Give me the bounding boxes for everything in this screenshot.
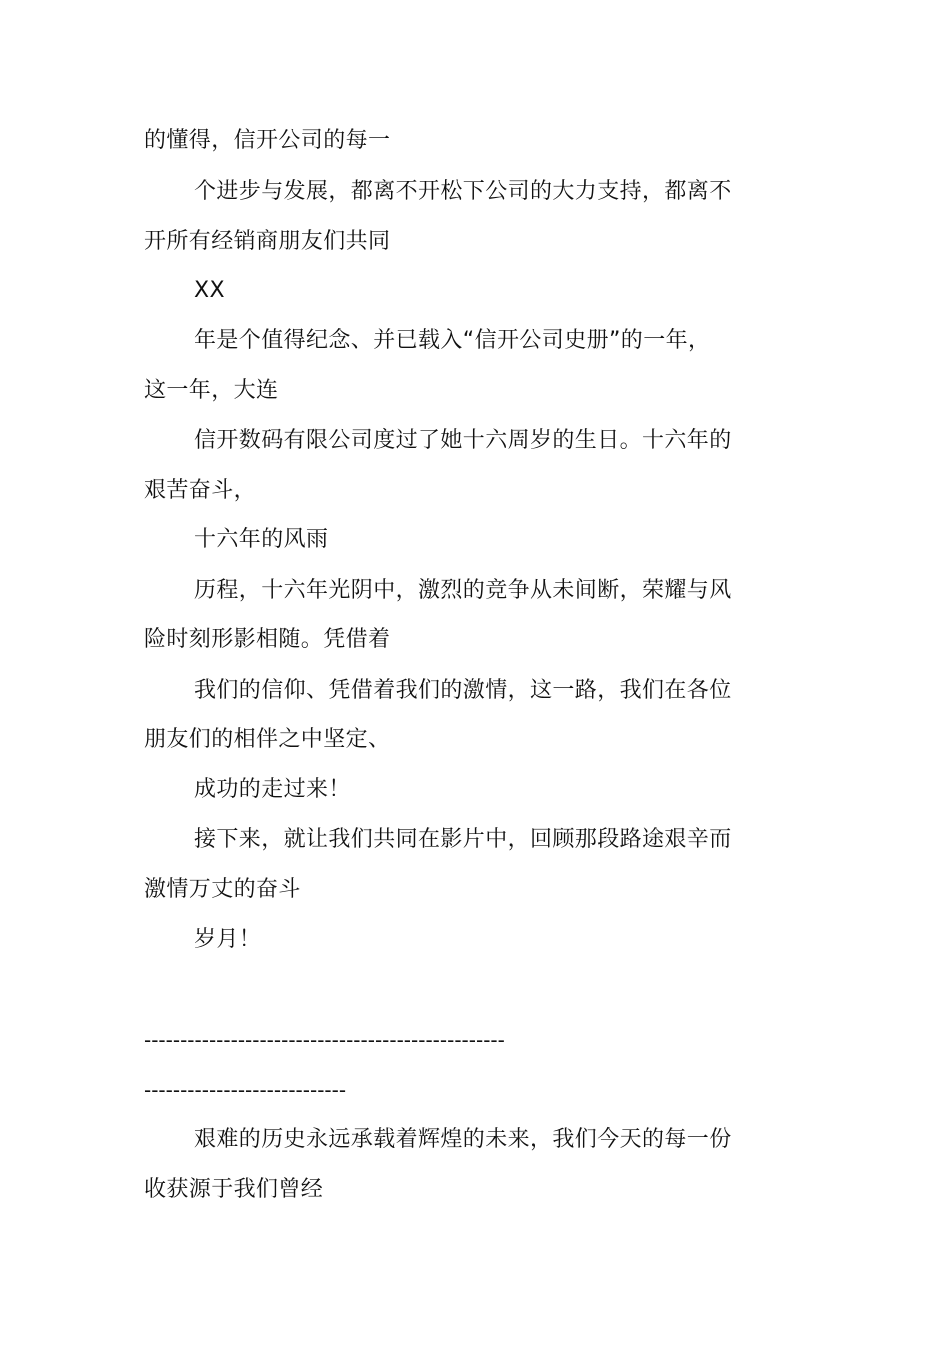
text-line: 历程，十六年光阴中，激烈的竞争从未间断，荣耀与风 <box>194 578 732 603</box>
text-line: 信开数码有限公司度过了她十六周岁的生日。十六年的 <box>194 428 732 453</box>
text-line: 激情万丈的奋斗 <box>144 877 301 902</box>
text-line: 十六年的风雨 <box>194 527 329 552</box>
text-line: 朋友们的相伴之中坚定、 <box>144 727 391 752</box>
text-line: 年是个值得纪念、并已载入“信开公司史册”的一年， <box>194 328 711 353</box>
text-line: 个进步与发展，都离不开松下公司的大力支持，都离不 <box>194 179 732 204</box>
text-line: 收获源于我们曾经 <box>144 1177 324 1202</box>
text-line: 的懂得，信开公司的每一 <box>144 128 391 153</box>
dashed-separator: ---------------------------- <box>144 1078 347 1102</box>
text-line: 艰难的历史永远承载着辉煌的未来，我们今天的每一份 <box>194 1127 732 1152</box>
text-line: 接下来，就让我们共同在影片中，回顾那段路途艰辛而 <box>194 827 732 852</box>
dashed-separator: -------------------------------------------------- <box>144 1028 505 1052</box>
text-line: 险时刻形影相随。凭借着 <box>144 627 391 652</box>
text-line: 艰苦奋斗， <box>144 478 257 503</box>
text-line: 开所有经销商朋友们共同 <box>144 229 391 254</box>
text-line: 这一年，大连 <box>144 378 279 403</box>
text-line: XX <box>194 278 225 303</box>
text-line: 我们的信仰、凭借着我们的激情，这一路，我们在各位 <box>194 678 732 703</box>
text-line: 岁月！ <box>194 927 262 952</box>
text-line: 成功的走过来！ <box>194 777 351 802</box>
